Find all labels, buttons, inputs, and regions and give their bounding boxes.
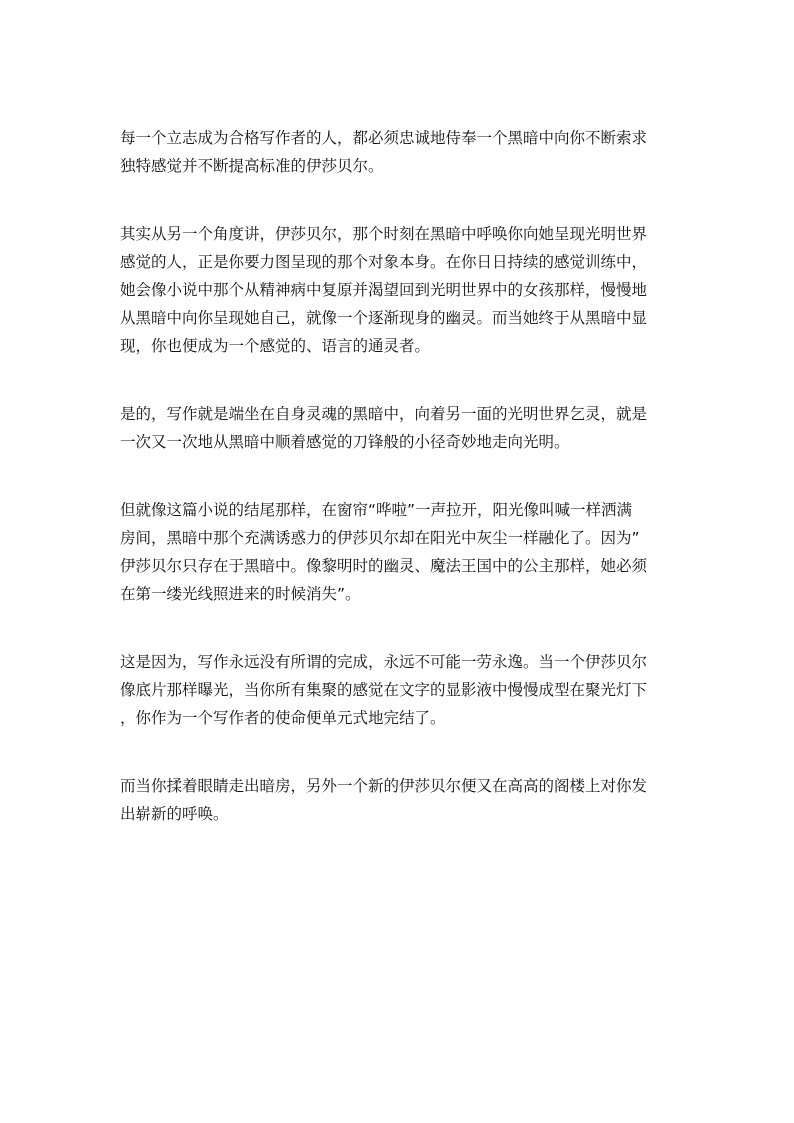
text-line: 这是因为，写作永远没有所谓的完成，永远不可能一劳永逸。当一个伊莎贝尔 (120, 653, 648, 671)
text-line: 感觉的人，正是你要力图呈现的那个对象本身。在你日日持续的感觉训练中， (120, 253, 648, 271)
paragraph-5 (120, 648, 668, 732)
text-line: 现，你也便成为一个感觉的、语言的通灵者。 (120, 337, 431, 355)
paragraph-6 (120, 772, 668, 828)
text-line: 一次又一次地从黑暗中顺着感觉的刀锋般的小径奇妙地走向光明。 (120, 433, 570, 451)
text-line: 从黑暗中向你呈现她自己，就像一个逐渐现身的幽灵。而当她终于从黑暗中显 (120, 309, 648, 327)
paragraph-1 (120, 124, 668, 180)
text-line: 而当你揉着眼睛走出暗房，另外一个新的伊莎贝尔便又在高高的阁楼上对你发 (120, 777, 648, 795)
text-line: 但就像这篇小说的结尾那样，在窗帘“哗啦”一声拉开，阳光像叫喊一样洒满 (120, 501, 633, 519)
text-line: 伊莎贝尔只存在于黑暗中。像黎明时的幽灵、魔法王国中的公主那样，她必须 (120, 557, 648, 575)
text-line: 每一个立志成为合格写作者的人，都必须忠诚地侍奉一个黑暗中向你不断索求 (120, 129, 648, 147)
text-line: 她会像小说中那个从精神病中复原并渴望回到光明世界中的女孩那样，慢慢地 (120, 281, 648, 299)
text-line: 出崭新的呼唤。 (120, 805, 229, 823)
document-body (120, 124, 668, 868)
paragraph-2 (120, 220, 668, 360)
text-line: 其实从另一个角度讲，伊莎贝尔，那个时刻在黑暗中呼唤你向她呈现光明世界 (120, 225, 648, 243)
text-line: 是的，写作就是端坐在自身灵魂的黑暗中，向着另一面的光明世界乞灵，就是 (120, 405, 648, 423)
paragraph-4 (120, 496, 668, 608)
paragraph-3 (120, 400, 668, 456)
text-line: ，你作为一个写作者的使命便单元式地完结了。 (120, 709, 446, 727)
text-line: 独特感觉并不断提高标准的伊莎贝尔。 (120, 157, 384, 175)
text-line: 像底片那样曝光，当你所有集聚的感觉在文字的显影液中慢慢成型在聚光灯下 (120, 681, 648, 699)
text-line: 在第一缕光线照进来的时候消失”。 (120, 585, 361, 603)
text-line: 房间，黑暗中那个充满诱惑力的伊莎贝尔却在阳光中灰尘一样融化了。因为” (120, 529, 640, 547)
